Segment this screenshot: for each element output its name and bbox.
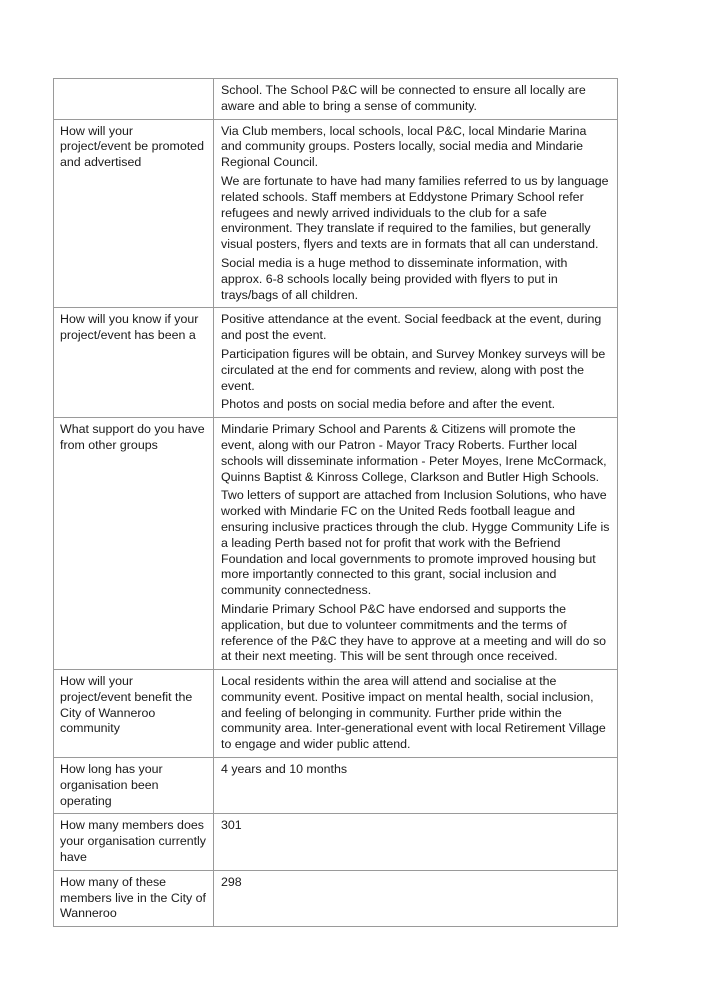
answer-paragraph: Positive attendance at the event. Social feedback at the event, during and post the event. [221, 312, 602, 343]
question-cell [54, 870, 214, 926]
form-page [53, 78, 617, 927]
question-label: How many of these members live in the City of Wanneroo [60, 874, 206, 921]
answer-paragraph: 4 years and 10 months [221, 762, 348, 777]
table-row [54, 79, 618, 120]
table-row [54, 670, 618, 758]
question-label: How will your project/event benefit the City of Wanneroo community [60, 674, 193, 736]
table-row [54, 814, 618, 870]
answer-cell [214, 870, 618, 926]
question-label: How many members does your organisation currently have [60, 818, 207, 865]
question-label: How will your project/event be promoted and advertised [60, 123, 204, 170]
question-cell [54, 814, 214, 870]
answer-paragraph: Mindarie Primary School and Parents & Citizens will promote the event, along with our Patron - Mayor Tracy Roberts. Further local schools will disseminate information - Peter Moyes, Irene McCormack, Quinns Baptist & Kinross College, Clarkson and Butler High Schools. [221, 422, 607, 484]
answer-cell [214, 79, 618, 120]
answer-paragraph: 301 [221, 818, 242, 833]
answer-cell [214, 758, 618, 814]
question-label: What support do you have from other groups [60, 422, 205, 452]
answer-paragraph: Two letters of support are attached from Inclusion Solutions, who have worked with Mindarie FC on the United Reds football league and ensuring inclusive practices through the club. Hygge Community Life is a leading Perth based not for profit that work with the Befriend Foundation and local governments to promote improved housing but more importantly connected to this grant, social inclusion and community connectedness. [221, 488, 610, 598]
answer-cell [214, 418, 618, 670]
answer-paragraph: Participation figures will be obtain, and Survey Monkey surveys will be circulated at the end for comments and review, along with post the event. [221, 346, 606, 393]
table-row [54, 758, 618, 814]
question-cell [54, 308, 214, 418]
question-cell [54, 79, 214, 120]
question-label: How will you know if your project/event has been a [60, 312, 199, 343]
table-row [54, 308, 618, 418]
application-form-table [53, 78, 618, 927]
table-row [54, 870, 618, 926]
question-cell [54, 758, 214, 814]
answer-paragraph: Local residents within the area will attend and socialise at the community event. Positive impact on mental health, social inclusion, and feeling of belonging in community. Further pride within the community area. Inter-generational event with local Retirement Village to engage and wider public attend. [221, 674, 606, 752]
question-cell [54, 670, 214, 758]
question-cell [54, 119, 214, 308]
table-row [54, 418, 618, 670]
answer-paragraph: Mindarie Primary School P&C have endorsed and supports the application, but due to volunteer commitments and the terms of reference of the P&C they have to approve at a meeting and will do so at their next meeting. This will be sent through once received. [221, 601, 607, 664]
answer-paragraph: We are fortunate to have had many families referred to us by language related schools. Staff members at Eddystone Primary School refer refugees and newly arrived individuals to the club for a safe environment. They translate if required to the families, but generally visual posters, flyers and texts are in formats that all can understand. [221, 173, 609, 252]
answer-paragraph: 298 [221, 874, 242, 889]
answer-paragraph: School. The School P&C will be connected to ensure all locally are aware and able to bring a sense of community. [221, 83, 586, 113]
question-cell [54, 418, 214, 670]
answer-paragraph: Social media is a huge method to disseminate information, with approx. 6-8 schools locally being provided with flyers to put in trays/bags of all children. [221, 255, 568, 302]
table-row [54, 119, 618, 308]
answer-paragraph: Photos and posts on social media before and after the event. [221, 397, 556, 412]
answer-cell [214, 308, 618, 418]
question-label: How long has your organisation been operating [60, 762, 163, 808]
answer-cell [214, 119, 618, 308]
answer-cell [214, 814, 618, 870]
answer-cell [214, 670, 618, 758]
answer-paragraph: Via Club members, local schools, local P&C, local Mindarie Marina and community groups. Posters locally, social media and Mindarie Regional Council. [221, 123, 587, 170]
